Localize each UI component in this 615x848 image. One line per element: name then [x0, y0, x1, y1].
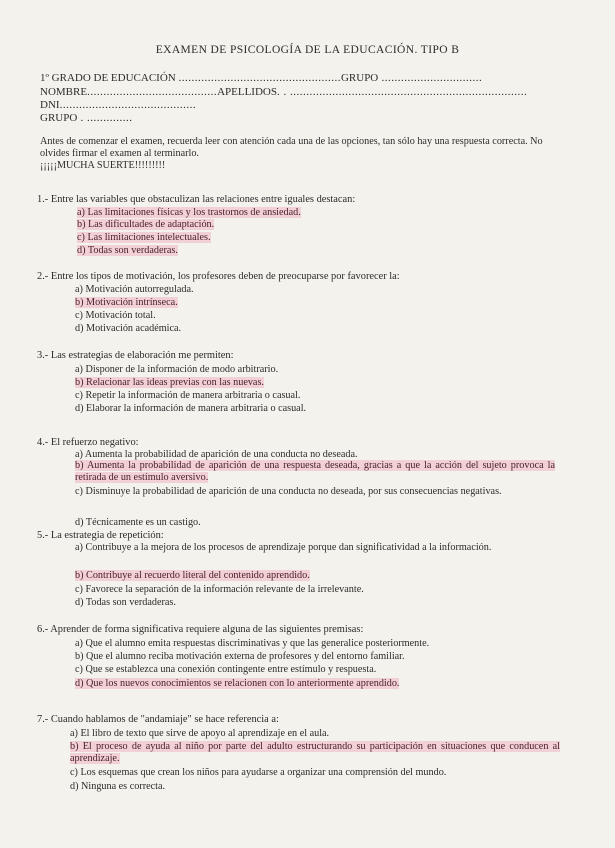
course-row — [40, 72, 482, 84]
instructions — [40, 136, 560, 172]
q5-option-d[interactable]: d) Todas son verdaderas. — [75, 597, 176, 608]
group-field[interactable]: ............................... — [378, 72, 483, 84]
course-label: 1º GRADO DE EDUCACIÓN — [40, 72, 176, 84]
dni-field[interactable]: .......................................... — [59, 99, 197, 111]
question-2: 2.- Entre los tipos de motivación, los profesores deben de preocuparse por favorecer la: — [37, 271, 400, 282]
name-field[interactable]: ........................................ — [87, 86, 218, 98]
q1-option-d[interactable]: d) Todas son verdaderas. — [77, 245, 178, 256]
q5-option-c[interactable]: c) Favorece la separación de la información relevante de la irrelevante. — [75, 584, 364, 595]
good-luck-text: ¡¡¡¡¡MUCHA SUERTE!!!!!!!!! — [40, 160, 166, 171]
group2-row — [40, 112, 133, 124]
q7-option-c[interactable]: c) Los esquemas que crean los niños para ayudarse a organizar una comprensión del mundo. — [70, 767, 447, 778]
q2-option-a[interactable]: a) Motivación autorregulada. — [75, 284, 194, 295]
question-5: 5.- La estrategia de repetición: — [37, 530, 164, 541]
surname-field[interactable]: . . ......................................................................... — [276, 86, 528, 98]
q5-option-a[interactable]: a) Contribuye a la mejora de los procesos de aprendizaje porque dan significatividad a la información. — [75, 542, 492, 553]
group2-field[interactable]: . .............. — [77, 112, 133, 124]
q7-option-d[interactable]: d) Ninguna es correcta. — [70, 781, 166, 792]
q6-option-c[interactable]: c) Que se establezca una conexión contingente entre estímulo y respuesta. — [75, 664, 377, 675]
q1-option-b[interactable]: b) Las dificultades de adaptación. — [77, 219, 215, 230]
q4-option-d[interactable]: d) Técnicamente es un castigo. — [75, 517, 201, 528]
course-field[interactable]: .................................................. — [178, 72, 341, 84]
question-6: 6.- Aprender de forma significativa requiere alguna de las siguientes premisas: — [37, 624, 364, 635]
q6-option-d[interactable]: d) Que los nuevos conocimientos se relacionen con lo anteriormente aprendido. — [75, 678, 400, 689]
q6-option-b[interactable]: b) Que el alumno reciba motivación externa de profesores y del entorno familiar. — [75, 651, 405, 662]
group-label: GRUPO — [340, 72, 379, 84]
q2-option-c[interactable]: c) Motivación total. — [75, 310, 156, 321]
q1-option-c[interactable]: c) Las limitaciones intelectuales. — [77, 232, 211, 243]
question-1: 1.- Entre las variables que obstaculizan las relaciones entre iguales destacan: — [37, 194, 356, 205]
q7-option-b[interactable]: b) El proceso de ayuda al niño por parte del adulto estructurando su participación en situaciones que conducen al aprendizaje. — [70, 741, 560, 764]
q5-option-b[interactable]: b) Contribuye al recuerdo literal del contenido aprendido. — [75, 570, 310, 581]
surname-label: APELLIDOS — [217, 86, 277, 98]
q3-option-c[interactable]: c) Repetir la información de manera arbitraria o casual. — [75, 390, 301, 401]
q4-option-c[interactable]: c) Disminuye la probabilidad de aparición de una conducta no deseada, por sus consecuencias negativas. — [75, 486, 502, 497]
dni-label: DNI — [40, 99, 60, 111]
group2-label: GRUPO — [40, 112, 78, 124]
q2-option-d[interactable]: d) Motivación académica. — [75, 323, 182, 334]
q3-option-d[interactable]: d) Elaborar la información de manera arbitraria o casual. — [75, 403, 307, 414]
question-7: 7.- Cuando hablamos de "andamiaje" se hace referencia a: — [37, 714, 279, 725]
name-label: NOMBRE — [40, 86, 88, 98]
dni-row — [40, 99, 196, 111]
exam-title: EXAMEN DE PSICOLOGÍA DE LA EDUCACIÓN. TIPO B — [155, 44, 460, 56]
q4-option-b[interactable]: b) Aumenta la probabilidad de aparición de una respuesta deseada, gracias a que la acción del sujeto provoca la retirada de un estímulo aversivo. — [75, 460, 555, 483]
q1-option-a[interactable]: a) Las limitaciones físicas y los trastornos de ansiedad. — [77, 207, 301, 218]
question-4: 4.- El refuerzo negativo: — [37, 437, 139, 448]
name-row — [40, 86, 527, 98]
q4-option-a[interactable]: a) Aumenta la probabilidad de aparición de una conducta no deseada. — [75, 449, 358, 460]
q2-option-b[interactable]: b) Motivación intrínseca. — [75, 297, 178, 308]
q7-option-a[interactable]: a) El libro de texto que sirve de apoyo al aprendizaje en el aula. — [70, 728, 330, 739]
question-3: 3.- Las estrategias de elaboración me permiten: — [37, 350, 234, 361]
instructions-text: Antes de comenzar el examen, recuerda leer con atención cada una de las opciones, tan sólo hay una respuesta correcta. No olvides firmar el examen al terminarlo. — [40, 136, 543, 159]
q6-option-a[interactable]: a) Que el alumno emita respuestas discriminativas y que las generalice posteriormente. — [75, 638, 430, 649]
q3-option-b[interactable]: b) Relacionar las ideas previas con las nuevas. — [75, 377, 264, 388]
q3-option-a[interactable]: a) Disponer de la información de modo arbitrario. — [75, 364, 279, 375]
